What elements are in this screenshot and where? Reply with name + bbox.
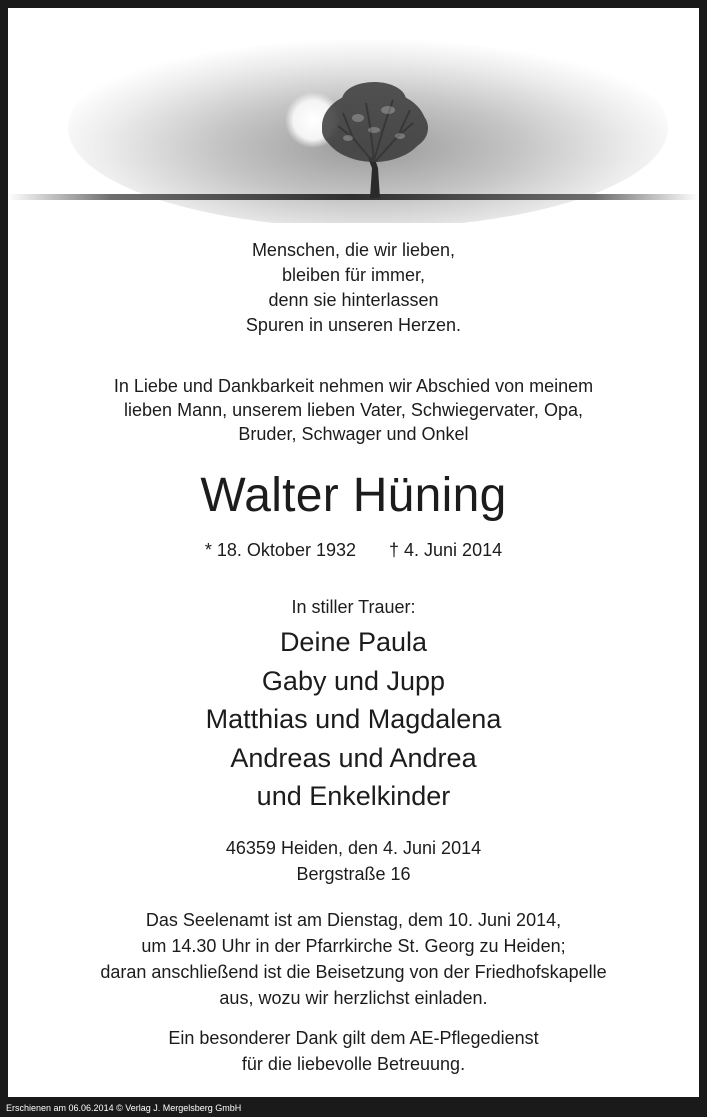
address-line: 46359 Heiden, den 4. Juni 2014 xyxy=(225,838,482,858)
service-line: daran anschließend ist die Beisetzung von der Friedhofskapelle xyxy=(100,962,607,982)
address xyxy=(8,835,699,887)
intro-text xyxy=(8,374,699,446)
mourner: Andreas und Andrea xyxy=(230,742,477,773)
mourning-heading: In stiller Trauer: xyxy=(291,597,416,617)
thanks-line: Ein besonderer Dank gilt dem AE-Pflegedienst xyxy=(168,1028,539,1048)
quote-line: bleiben für immer, xyxy=(281,265,426,285)
quote-line: Menschen, die wir lieben, xyxy=(251,240,456,260)
service-line: Das Seelenamt ist am Dienstag, dem 10. Juni 2014, xyxy=(145,910,562,930)
publication-footer: Erschienen am 06.06.2014 © Verlag J. Mergelsberg GmbH xyxy=(6,1103,242,1113)
quote xyxy=(8,238,699,338)
address-line: Bergstraße 16 xyxy=(296,864,411,884)
birth-date: * 18. Oktober 1932 xyxy=(204,540,356,560)
service-line: um 14.30 Uhr in der Pfarrkirche St. Georg zu Heiden; xyxy=(141,936,566,956)
service-info xyxy=(8,907,699,1011)
quote-line: Spuren in unseren Herzen. xyxy=(245,315,462,335)
mourner: Deine Paula xyxy=(279,627,428,657)
life-dates xyxy=(8,537,699,563)
thanks-line: für die liebevolle Betreuung. xyxy=(241,1054,466,1074)
mourner: Gaby und Jupp xyxy=(261,665,446,696)
mourner: und Enkelkinder xyxy=(256,781,451,811)
deceased-name: Walter Hüning xyxy=(200,469,507,522)
mourner: Matthias und Magdalena xyxy=(205,704,502,734)
obituary-card xyxy=(8,8,699,1097)
intro-line: In Liebe und Dankbarkeit nehmen wir Abschied von meinem xyxy=(113,376,594,396)
death-date: † 4. Juni 2014 xyxy=(389,540,503,560)
quote-line: denn sie hinterlassen xyxy=(268,290,439,310)
thanks-note xyxy=(8,1025,699,1077)
intro-line: lieben Mann, unserem lieben Vater, Schwiegervater, Opa, xyxy=(124,400,583,420)
mourners-list xyxy=(8,623,699,816)
intro-line: Bruder, Schwager und Onkel xyxy=(238,424,469,444)
service-line: aus, wozu wir herzlichst einladen. xyxy=(219,988,488,1008)
tree-landscape-icon xyxy=(8,8,699,223)
